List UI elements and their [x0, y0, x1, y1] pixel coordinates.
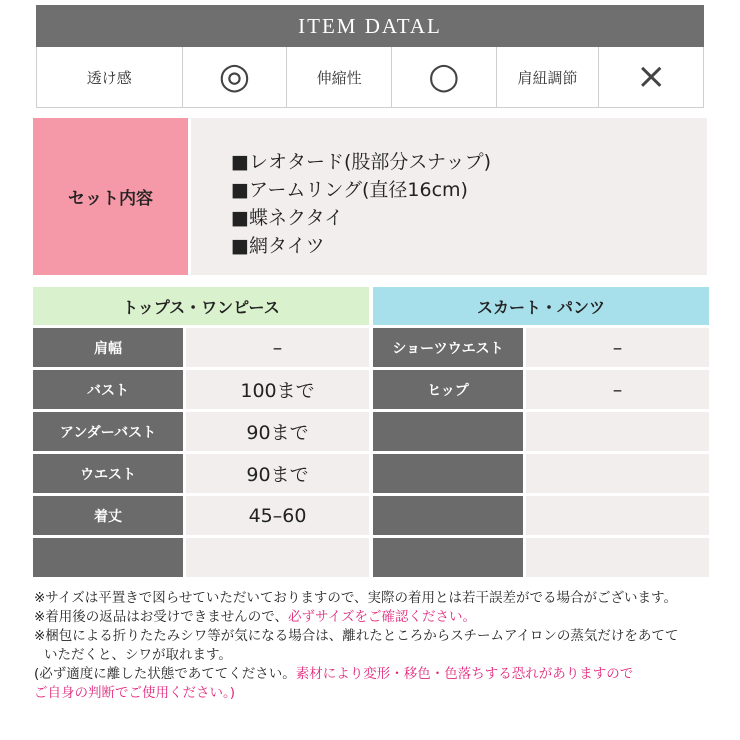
note-line: ※梱包による折りたたみシワ等が気になる場合は、離れたところからスチームアイロンの蒸気だけをあてて [34, 628, 679, 644]
bottoms-row-value [526, 454, 709, 493]
bottoms-row [373, 328, 709, 367]
set-item: ■蝶ネクタイ [231, 207, 344, 229]
tops-row [33, 454, 369, 493]
tops-row-value: 90まで [186, 412, 369, 451]
tops-table-title: トップス・ワンピース [33, 287, 369, 325]
tops-row-label: バスト [33, 370, 183, 409]
tops-row [33, 496, 369, 535]
bottoms-row-label [373, 454, 523, 493]
tops-row-value: – [186, 328, 369, 367]
bottoms-row-label [373, 496, 523, 535]
set-contents-box [191, 118, 707, 275]
tops-row-label: アンダーバスト [33, 412, 183, 451]
tops-row [33, 412, 369, 451]
set-item: ■アームリング(直径16cm) [231, 179, 468, 201]
bottoms-row [373, 370, 709, 409]
circle-icon: ○ [428, 56, 460, 97]
bottoms-row-value [526, 538, 709, 577]
bottoms-row-label: ショーツウエスト [373, 328, 523, 367]
transparency-rating [183, 47, 288, 107]
bottoms-table-title: スカート・パンツ [373, 287, 709, 325]
notes [34, 589, 724, 703]
note-line: ご自身の判断でご使用ください。) [34, 685, 236, 701]
tops-row-label [33, 538, 183, 577]
tops-row [33, 538, 369, 577]
property-row [36, 47, 704, 108]
tops-row-value: 100まで [186, 370, 369, 409]
strap-adjust-label: 肩紐調節 [497, 47, 600, 107]
set-item: ■レオタード(股部分スナップ) [231, 151, 492, 173]
stretch-rating [392, 47, 497, 107]
tops-row [33, 328, 369, 367]
tops-row-value: 45–60 [186, 496, 369, 535]
note-line: いただくと、シワが取れます。 [44, 647, 232, 663]
cross-icon: × [636, 56, 667, 97]
bottoms-row-value: – [526, 328, 709, 367]
note-text: (必ず適度に離した状態であててください。 [34, 666, 296, 682]
tops-row-label: ウエスト [33, 454, 183, 493]
double-circle-icon: ◎ [218, 56, 251, 97]
stretch-label: 伸縮性 [287, 47, 392, 107]
note-emphasis: 必ずサイズをご確認ください。 [288, 609, 476, 625]
bottoms-row [373, 412, 709, 451]
tops-row [33, 370, 369, 409]
bottoms-row-label [373, 412, 523, 451]
item-detail-header: ITEM DATAL [36, 5, 704, 47]
note-emphasis: 素材により変形・移色・色落ちする恐れがありますので [295, 666, 634, 682]
bottoms-row [373, 496, 709, 535]
bottoms-row-value: – [526, 370, 709, 409]
note-line: ※サイズは平置きで図らせていただいておりますので、実際の着用とは若干誤差がでる場合がございます。 [34, 590, 677, 606]
note-line [34, 608, 724, 627]
bottoms-row-label: ヒップ [373, 370, 523, 409]
strap-adjust-rating [599, 47, 703, 107]
tops-row-label: 着丈 [33, 496, 183, 535]
bottoms-row-value [526, 496, 709, 535]
note-line [34, 665, 724, 684]
bottoms-row-label [373, 538, 523, 577]
note-text: ※着用後の返品はお受けできませんので、 [34, 609, 289, 625]
tops-row-label: 肩幅 [33, 328, 183, 367]
bottoms-row-value [526, 412, 709, 451]
bottoms-row [373, 454, 709, 493]
bottoms-row [373, 538, 709, 577]
set-contents-label: セット内容 [33, 118, 188, 275]
tops-row-value: 90まで [186, 454, 369, 493]
set-contents-list [231, 148, 491, 260]
tops-row-value [186, 538, 369, 577]
set-item: ■網タイツ [231, 235, 325, 257]
transparency-label: 透け感 [37, 47, 183, 107]
